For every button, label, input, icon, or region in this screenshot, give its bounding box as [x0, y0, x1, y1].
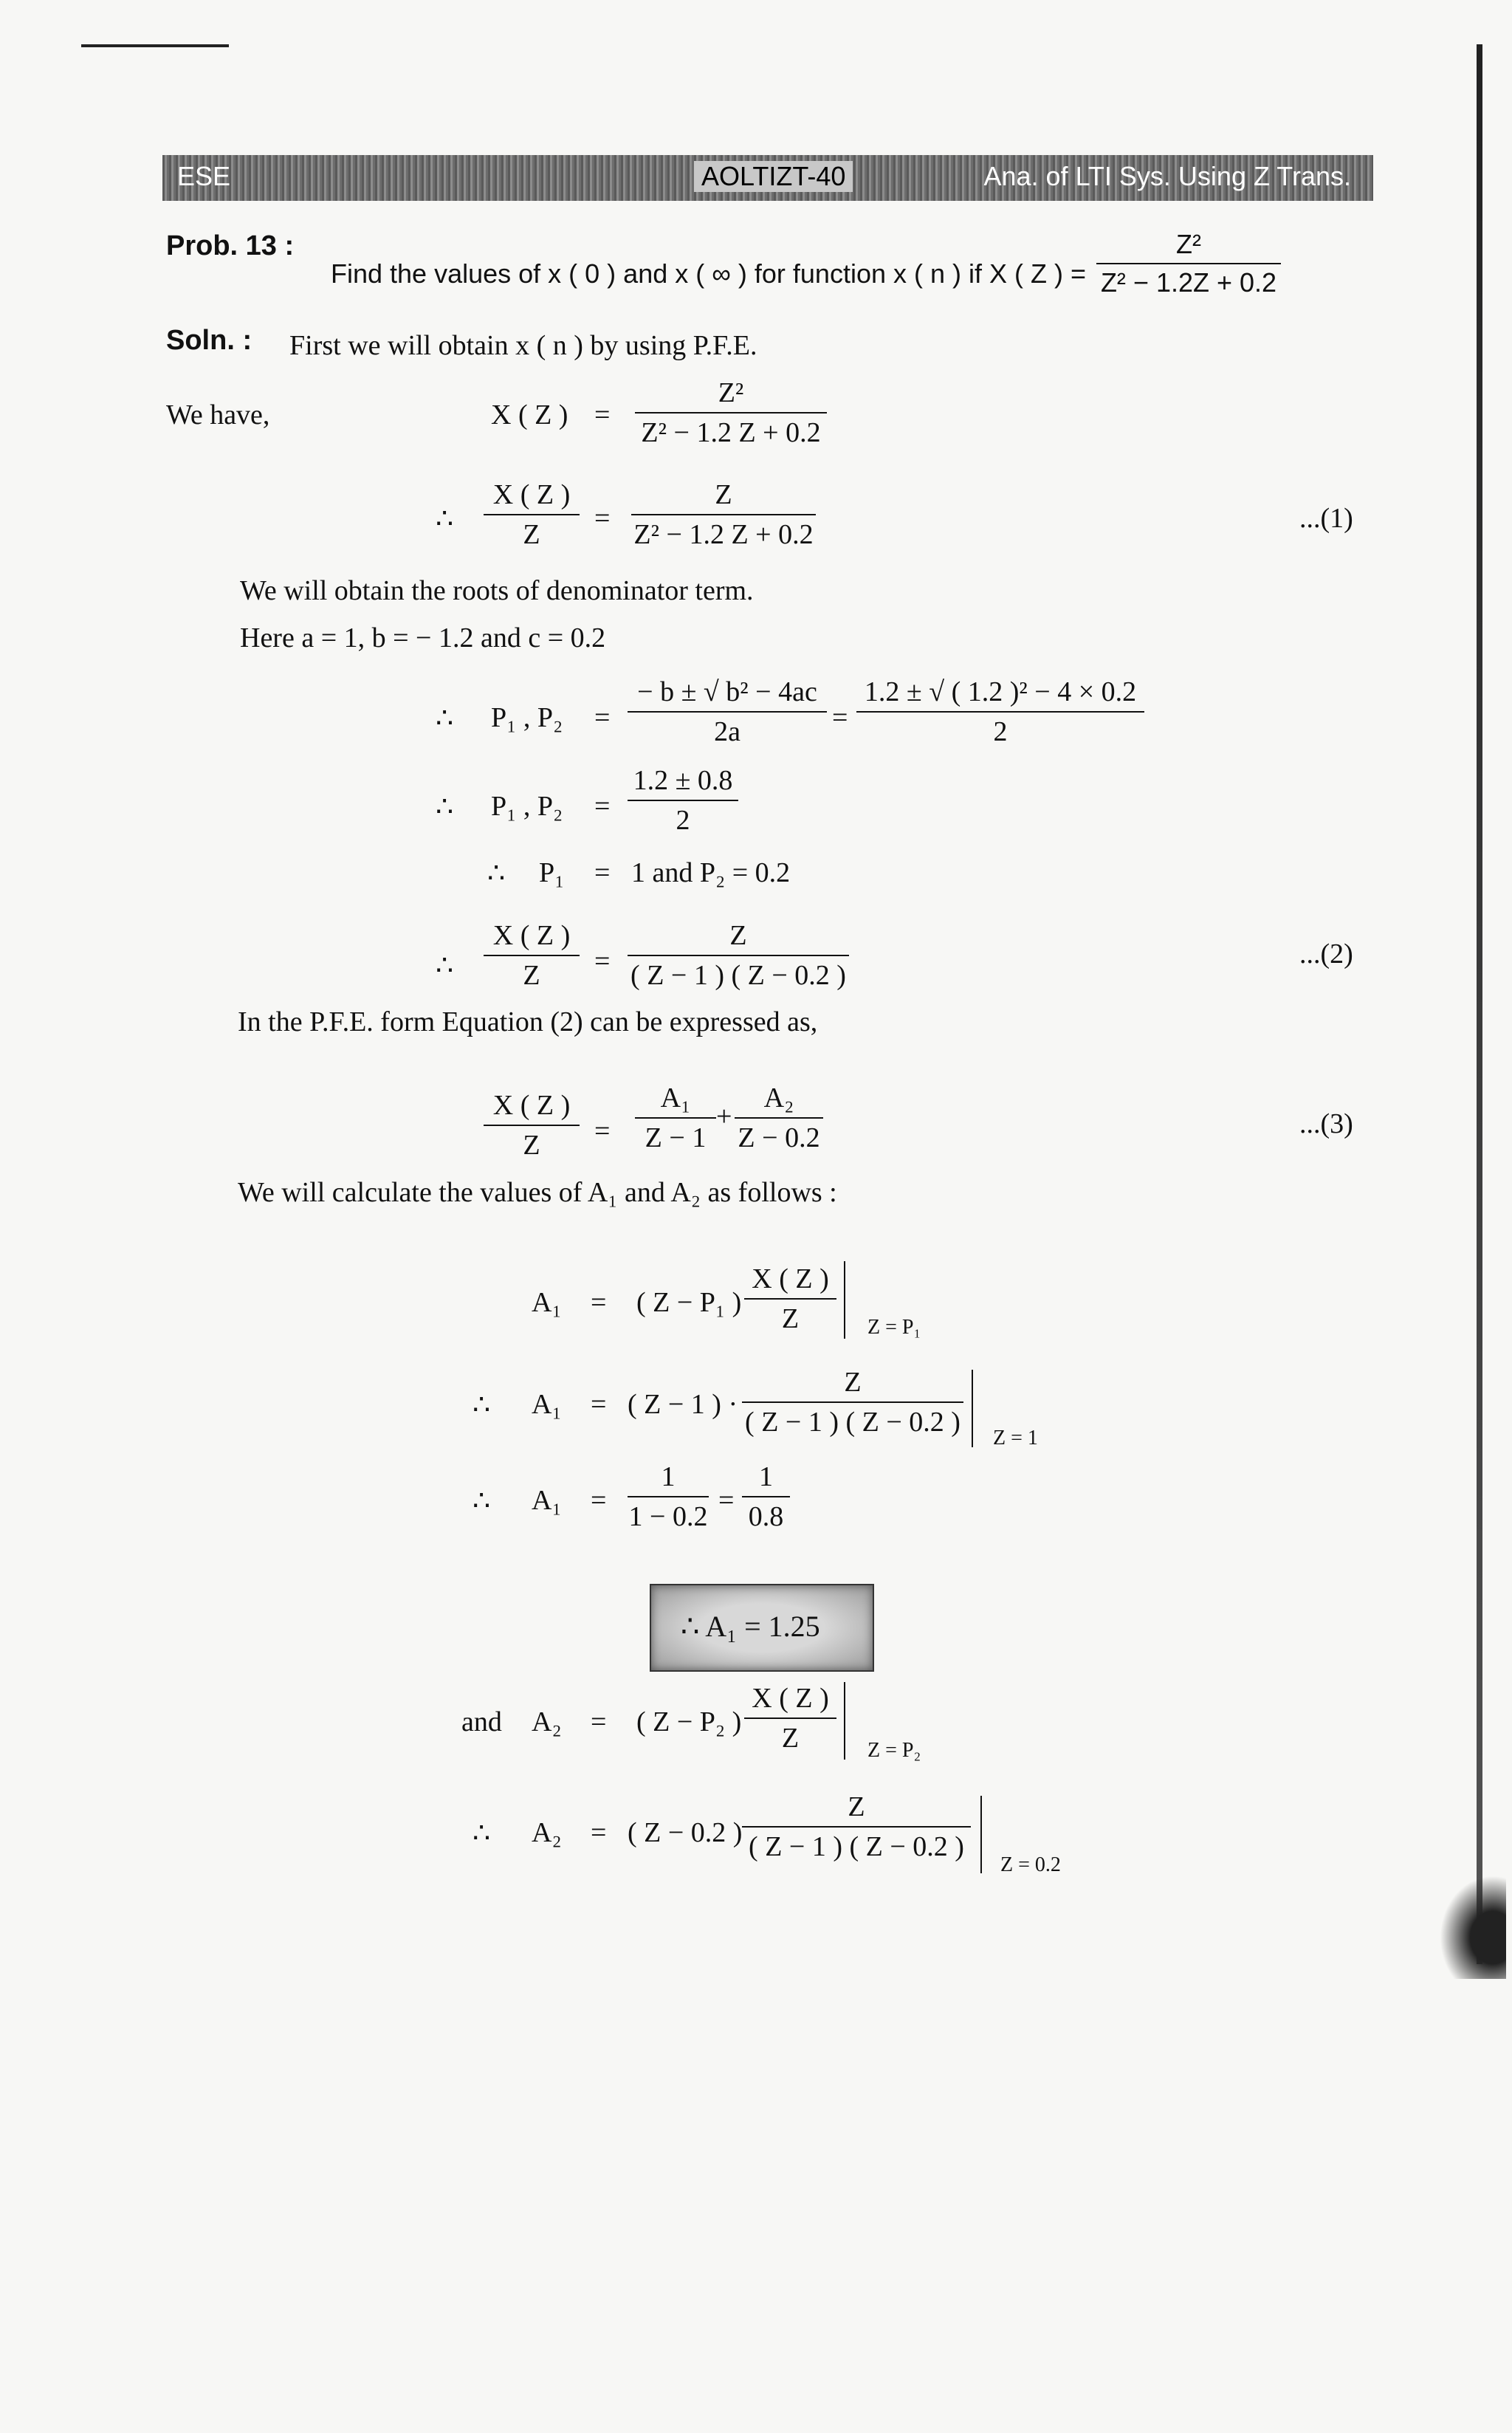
roots-text: We will obtain the roots of denominator term. [240, 575, 754, 606]
a1-term-num: A₁ [660, 1082, 691, 1113]
we-have-text: We have, [166, 399, 270, 430]
xz-num: X ( Z ) [752, 1263, 829, 1294]
xz-over-z [484, 1089, 580, 1161]
problem-text: Find the values of x ( 0 ) and x ( ∞ ) for function x ( n ) if X ( Z ) = [331, 258, 1087, 289]
fraction-bar [484, 514, 580, 515]
fraction-bar [744, 1298, 836, 1300]
p1p2-label: P₁ , P₂ [491, 702, 563, 733]
equals-sign: = [594, 946, 611, 977]
fraction-bar [628, 800, 738, 801]
fraction-bar [484, 1125, 580, 1126]
abc-text: Here a = 1, b = − 1.2 and c = 0.2 [240, 622, 606, 653]
fraction-bar [1096, 263, 1281, 264]
fraction-bar [484, 955, 580, 956]
equals-sign: = [591, 1287, 607, 1318]
equals-sign: = [591, 1485, 607, 1516]
a1-f2-num: 1 [759, 1461, 773, 1492]
eq0-fraction [635, 377, 827, 449]
a1-term [635, 1082, 716, 1154]
eq2-num: Z [729, 920, 747, 951]
a1-label: A₁ [532, 1485, 562, 1516]
problem-label: Prob. 13 : [166, 230, 295, 261]
equals-sign: = [594, 503, 611, 534]
fraction-bar [635, 412, 827, 413]
eq0-num: Z² [718, 377, 744, 408]
quad2-num: 1.2 ± √ ( 1.2 )² − 4 × 0.2 [864, 676, 1137, 707]
eq1-tag: ...(1) [1299, 503, 1353, 534]
a1-label: A₁ [532, 1389, 562, 1420]
and-text: and [461, 1706, 502, 1737]
fraction-bar [742, 1401, 963, 1403]
top-rule [81, 44, 229, 47]
problem-num: Z² [1176, 229, 1201, 259]
fraction-bar [628, 1496, 709, 1497]
therefore-symbol: ∴ [472, 1390, 491, 1421]
eq0-den: Z² − 1.2 Z + 0.2 [641, 417, 821, 448]
a1-step-expr: ( Z − 1 ) · [628, 1389, 738, 1420]
a1-frac1 [628, 1461, 709, 1533]
p-values: 1 and P₂ = 0.2 [631, 857, 791, 888]
a2-term-num: A₂ [763, 1082, 794, 1113]
root-den: 2 [676, 805, 690, 836]
eq2-den: ( Z − 1 ) ( Z − 0.2 ) [630, 960, 846, 991]
header-page-code: AOLTIZT-40 [694, 161, 853, 192]
z-den: Z [523, 1130, 540, 1161]
fraction-bar [631, 514, 816, 515]
therefore-symbol: ∴ [436, 504, 454, 535]
equals-sign: = [594, 1116, 611, 1147]
eq1-fraction [631, 478, 816, 551]
xz-over-z [744, 1263, 836, 1335]
a1-f1-num: 1 [661, 1461, 676, 1492]
fraction-bar [628, 955, 849, 956]
xz-num: X ( Z ) [492, 1090, 571, 1121]
quadratic-substituted [856, 676, 1144, 748]
quadratic-formula [628, 676, 827, 748]
problem-den: Z² − 1.2Z + 0.2 [1100, 267, 1277, 298]
p1-label: P₁ [539, 857, 565, 888]
a1-result-box [650, 1584, 874, 1672]
equals-sign: = [832, 702, 848, 733]
a2-term [735, 1082, 823, 1154]
p1p2-label: P₁ , P₂ [491, 791, 563, 822]
fraction-bar [744, 1717, 836, 1719]
equals-sign: = [591, 1706, 607, 1737]
equals-sign: = [718, 1485, 735, 1516]
solution-label: Soln. : [166, 325, 252, 356]
evaluation-bar [844, 1261, 845, 1339]
eq2-fraction [628, 919, 849, 992]
a2-eval-point: Z = P₂ [867, 1739, 921, 1762]
xz-num: X ( Z ) [752, 1683, 829, 1714]
a1-step-fraction [742, 1366, 963, 1438]
a2-label: A₂ [532, 1817, 562, 1848]
equals-sign: = [594, 791, 611, 822]
evaluation-bar [844, 1682, 845, 1760]
xz-lhs: X ( Z ) [491, 399, 568, 430]
z-den: Z [523, 519, 540, 550]
xz-over-z [484, 478, 580, 551]
z-den: Z [781, 1303, 800, 1334]
quad-den: 2a [714, 716, 740, 747]
quad2-den: 2 [993, 716, 1008, 747]
a2-step-eval: Z = 0.2 [1000, 1853, 1061, 1876]
fraction-bar [735, 1117, 823, 1119]
evaluation-bar [980, 1796, 982, 1873]
a2-term-den: Z − 0.2 [738, 1122, 820, 1153]
fraction-bar [628, 711, 827, 713]
a2-step-expr: ( Z − 0.2 ) [628, 1817, 743, 1848]
quad-num: − b ± √ b² − 4ac [637, 676, 817, 707]
problem-fraction [1096, 229, 1281, 298]
a1-result: ∴ A₁ = 1.25 [681, 1610, 820, 1643]
running-header [162, 155, 1373, 201]
therefore-symbol: ∴ [436, 792, 454, 823]
a1-eval-point: Z = P₁ [867, 1316, 921, 1339]
a1-step-num: Z [844, 1367, 862, 1398]
a1-expr: ( Z − P₁ ) [636, 1287, 742, 1318]
eq2-tag: ...(2) [1299, 938, 1353, 970]
page-edge-shadow [1477, 44, 1482, 1964]
fraction-bar [742, 1496, 790, 1497]
therefore-symbol: ∴ [436, 703, 454, 734]
eq1-den: Z² − 1.2 Z + 0.2 [633, 519, 814, 550]
equals-sign: = [591, 1389, 607, 1420]
equals-sign: = [594, 399, 611, 430]
a1-term-den: Z − 1 [645, 1122, 707, 1153]
eq3-tag: ...(3) [1299, 1108, 1353, 1139]
solution-intro: First we will obtain x ( n ) by using P.F.E. [289, 330, 757, 361]
z-den: Z [523, 960, 540, 991]
xz-num: X ( Z ) [492, 479, 571, 510]
root-fraction [628, 764, 738, 837]
a2-label: A₂ [532, 1706, 562, 1737]
xz-over-z [744, 1682, 836, 1754]
a1-f2-den: 0.8 [748, 1501, 784, 1532]
a2-step-num: Z [848, 1791, 865, 1822]
equals-sign: = [594, 702, 611, 733]
a2-step-fraction [742, 1791, 971, 1863]
pfe-text: In the P.F.E. form Equation (2) can be expressed as, [238, 1006, 818, 1037]
a1-label: A₁ [532, 1287, 562, 1318]
eq1-num: Z [715, 479, 732, 510]
a1-step-eval: Z = 1 [993, 1427, 1038, 1449]
equals-sign: = [594, 857, 611, 888]
therefore-symbol: ∴ [436, 950, 454, 981]
a1-frac2 [742, 1461, 790, 1533]
scan-smudge [1440, 1876, 1506, 1979]
fraction-bar [635, 1117, 716, 1119]
therefore-symbol: ∴ [472, 1486, 491, 1517]
therefore-symbol: ∴ [472, 1818, 491, 1849]
xz-num: X ( Z ) [492, 920, 571, 951]
evaluation-bar [972, 1370, 973, 1447]
fraction-bar [856, 711, 1144, 713]
fraction-bar [742, 1826, 971, 1828]
equals-sign: = [591, 1817, 607, 1848]
a2-expr: ( Z − P₂ ) [636, 1706, 742, 1737]
xz-over-z [484, 919, 580, 992]
z-den: Z [781, 1723, 800, 1754]
plus-sign: + [716, 1101, 732, 1132]
a2-step-den: ( Z − 1 ) ( Z − 0.2 ) [749, 1831, 964, 1862]
header-left: ESE [177, 161, 231, 191]
a1-step-den: ( Z − 1 ) ( Z − 0.2 ) [745, 1407, 961, 1438]
therefore-symbol: ∴ [487, 858, 506, 889]
header-chapter: Ana. of LTI Sys. Using Z Trans. [983, 161, 1351, 191]
root-num: 1.2 ± 0.8 [633, 765, 733, 796]
a1-f1-den: 1 − 0.2 [628, 1501, 708, 1532]
calc-text: We will calculate the values of A₁ and A₂ as follows : [238, 1177, 837, 1208]
